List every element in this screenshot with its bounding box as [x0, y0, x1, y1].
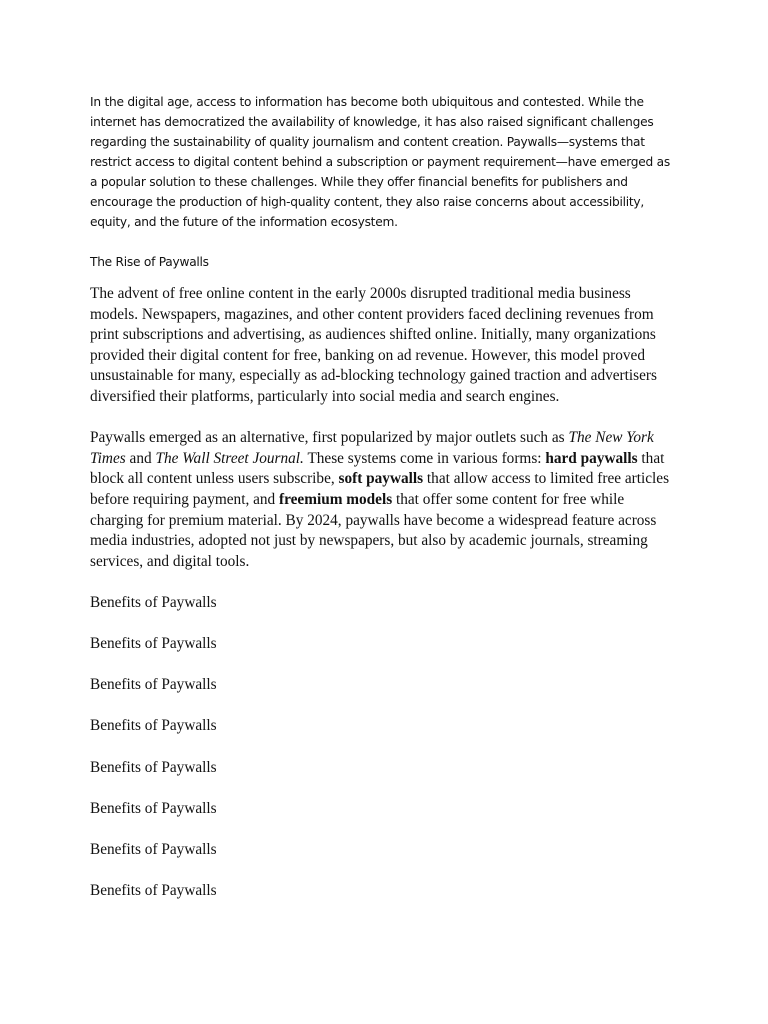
p2-text-3: These systems come in various forms:	[303, 449, 546, 467]
p2-text-4: that block all content unless users subscribe,	[90, 449, 665, 488]
rise-paragraph-1: The advent of free online content in the early 2000s disrupted traditional media business models. Newspapers, magazines, and other content providers faced declining revenues from print subscriptions and advertising, as audiences shifted online. Initially, many organizations provided their digital content for free, banking on ad revenue. However, this model proved unsustainable for many, especially as ad-blocking technology gained traction and advertisers diversified their platforms, particularly into social media and search engines.	[90, 285, 657, 405]
benefits-heading: Benefits of Paywalls	[90, 841, 217, 859]
p2-text-6: that offer some content for free while charging for premium material. By 2024, paywalls have become a widespread feature across media industries, adopted not just by newspapers, but also by academic journals, streaming services, and digital tools.	[90, 490, 657, 570]
hard-paywalls-term: hard paywalls	[545, 449, 638, 467]
wsj-title: The Wall Street Journal.	[155, 449, 304, 467]
freemium-models-term: freemium models	[279, 490, 393, 508]
benefits-heading: Benefits of Paywalls	[90, 799, 217, 817]
document-page	[90, 92, 678, 922]
rise-paragraph-2	[90, 428, 678, 572]
benefits-heading: Benefits of Paywalls	[90, 758, 217, 776]
benefits-heading: Benefits of Paywalls	[90, 882, 217, 900]
soft-paywalls-term: soft paywalls	[338, 470, 424, 488]
benefits-heading: Benefits of Paywalls	[90, 676, 217, 694]
section-heading-rise: The Rise of Paywalls	[90, 255, 209, 269]
p2-text-2: and	[125, 449, 156, 467]
p2-text-5: that allow access to limited free articles before requiring payment, and	[90, 470, 670, 508]
benefits-heading: Benefits of Paywalls	[90, 635, 217, 653]
nyt-title: The New York Times	[90, 429, 654, 467]
benefits-heading: Benefits of Paywalls	[90, 717, 217, 735]
intro-paragraph: In the digital age, access to information has become both ubiquitous and contested. While the internet has democratized the availability of knowledge, it has also raised significant challenges regarding the sustainability of quality journalism and content creation. Paywalls—systems that restrict access to digital content behind a subscription or payment requirement—have emerged as a popular solution to these challenges. While they offer financial benefits for publishers and encourage the production of high-quality content, they also raise concerns about accessibility, equity, and the future of the information ecosystem.	[90, 95, 670, 229]
p2-text-1: Paywalls emerged as an alternative, first popularized by major outlets such as	[90, 429, 569, 447]
benefits-heading: Benefits of Paywalls	[90, 593, 217, 611]
